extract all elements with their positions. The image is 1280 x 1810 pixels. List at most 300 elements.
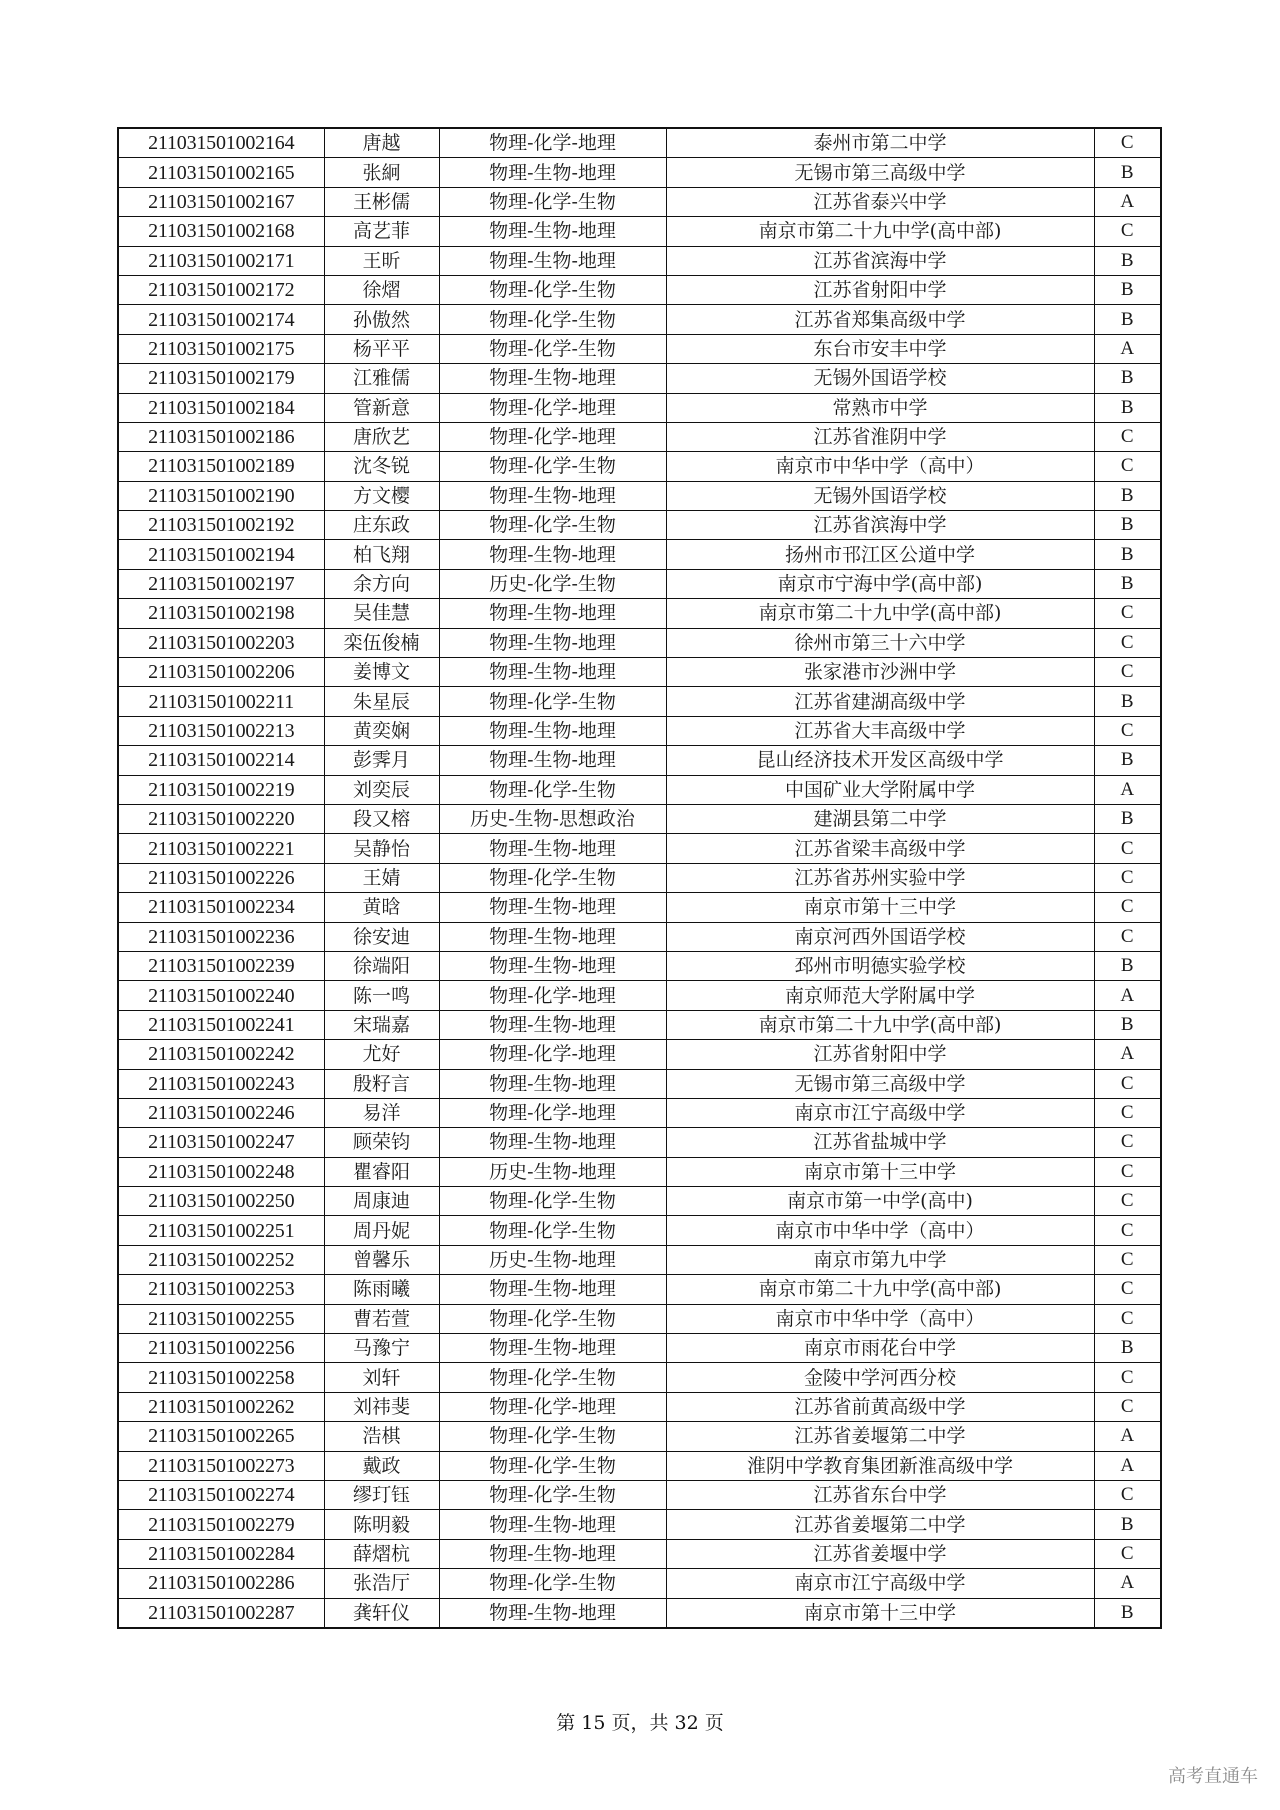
cell-grade: B [1094,246,1161,275]
cell-exam-id: 211031501002279 [118,1510,324,1539]
table-row [118,1069,1161,1098]
table-row [118,1010,1161,1039]
cell-exam-id: 211031501002252 [118,1245,324,1274]
student-roster-table [117,127,1162,1629]
cell-grade: C [1094,452,1161,481]
table-row [118,1304,1161,1333]
table-row [118,187,1161,216]
cell-grade: B [1094,481,1161,510]
cell-subjects: 物理-化学-地理 [439,393,666,422]
cell-grade: C [1094,1216,1161,1245]
cell-student-name: 马豫宁 [324,1334,439,1363]
table-row [118,1187,1161,1216]
table-row [118,951,1161,980]
cell-subjects: 物理-化学-生物 [439,452,666,481]
cell-school: 建湖县第二中学 [666,804,1094,833]
cell-school: 江苏省梁丰高级中学 [666,834,1094,863]
cell-school: 南京市第二十九中学(高中部) [666,1275,1094,1304]
cell-school: 无锡外国语学校 [666,364,1094,393]
cell-subjects: 历史-生物-地理 [439,1157,666,1186]
cell-student-name: 吴佳慧 [324,599,439,628]
cell-school: 江苏省泰兴中学 [666,187,1094,216]
cell-school: 邳州市明德实验学校 [666,951,1094,980]
cell-exam-id: 211031501002194 [118,540,324,569]
cell-exam-id: 211031501002179 [118,364,324,393]
cell-student-name: 吴静怡 [324,834,439,863]
cell-grade: C [1094,922,1161,951]
cell-student-name: 王婧 [324,863,439,892]
cell-subjects: 物理-化学-地理 [439,1392,666,1421]
cell-grade: A [1094,334,1161,363]
cell-school: 江苏省大丰高级中学 [666,716,1094,745]
cell-school: 江苏省前黄高级中学 [666,1392,1094,1421]
cell-school: 江苏省射阳中学 [666,275,1094,304]
cell-student-name: 杨平平 [324,334,439,363]
table-row [118,628,1161,657]
cell-subjects: 物理-化学-生物 [439,1480,666,1509]
cell-school: 南京河西外国语学校 [666,922,1094,951]
table-row [118,246,1161,275]
cell-student-name: 薛熠杭 [324,1539,439,1568]
cell-grade: B [1094,511,1161,540]
watermark-text: 高考直通车 [1168,1766,1258,1787]
cell-exam-id: 211031501002262 [118,1392,324,1421]
cell-school: 南京市第二十九中学(高中部) [666,1010,1094,1039]
cell-exam-id: 211031501002186 [118,422,324,451]
cell-school: 江苏省滨海中学 [666,511,1094,540]
table-row [118,364,1161,393]
cell-exam-id: 211031501002164 [118,128,324,158]
cell-grade: C [1094,1275,1161,1304]
cell-exam-id: 211031501002250 [118,1187,324,1216]
cell-grade: C [1094,1480,1161,1509]
cell-subjects: 物理-生物-地理 [439,716,666,745]
cell-school: 常熟市中学 [666,393,1094,422]
cell-grade: C [1094,628,1161,657]
cell-exam-id: 211031501002203 [118,628,324,657]
table-row [118,1245,1161,1274]
table-row [118,1422,1161,1451]
cell-subjects: 物理-生物-地理 [439,1598,666,1628]
table-row [118,569,1161,598]
cell-school: 徐州市第三十六中学 [666,628,1094,657]
cell-school: 东台市安丰中学 [666,334,1094,363]
cell-school: 南京市第一中学(高中) [666,1187,1094,1216]
cell-grade: A [1094,1569,1161,1598]
table-row [118,1157,1161,1186]
cell-subjects: 物理-化学-生物 [439,687,666,716]
cell-subjects: 物理-化学-生物 [439,1304,666,1333]
cell-grade: C [1094,599,1161,628]
cell-exam-id: 211031501002197 [118,569,324,598]
cell-student-name: 曹若萱 [324,1304,439,1333]
cell-grade: C [1094,1128,1161,1157]
cell-school: 无锡外国语学校 [666,481,1094,510]
cell-exam-id: 211031501002184 [118,393,324,422]
cell-exam-id: 211031501002174 [118,305,324,334]
table-row [118,217,1161,246]
table-row [118,658,1161,687]
cell-school: 江苏省姜堰第二中学 [666,1510,1094,1539]
table-row [118,863,1161,892]
cell-school: 无锡市第三高级中学 [666,158,1094,187]
cell-student-name: 易洋 [324,1098,439,1127]
cell-exam-id: 211031501002239 [118,951,324,980]
cell-exam-id: 211031501002248 [118,1157,324,1186]
cell-school: 江苏省苏州实验中学 [666,863,1094,892]
cell-exam-id: 211031501002286 [118,1569,324,1598]
cell-subjects: 物理-生物-地理 [439,481,666,510]
cell-student-name: 瞿睿阳 [324,1157,439,1186]
cell-subjects: 物理-化学-生物 [439,334,666,363]
cell-school: 淮阴中学教育集团新淮高级中学 [666,1451,1094,1480]
cell-exam-id: 211031501002168 [118,217,324,246]
table-row [118,1040,1161,1069]
cell-exam-id: 211031501002172 [118,275,324,304]
cell-exam-id: 211031501002253 [118,1275,324,1304]
cell-subjects: 物理-生物-地理 [439,364,666,393]
cell-subjects: 物理-化学-生物 [439,1216,666,1245]
cell-grade: C [1094,1363,1161,1392]
roster-body [118,128,1161,1628]
cell-student-name: 刘轩 [324,1363,439,1392]
cell-school: 江苏省射阳中学 [666,1040,1094,1069]
cell-student-name: 王昕 [324,246,439,275]
cell-student-name: 方文樱 [324,481,439,510]
cell-exam-id: 211031501002241 [118,1010,324,1039]
cell-student-name: 栾伍俊楠 [324,628,439,657]
cell-exam-id: 211031501002251 [118,1216,324,1245]
cell-school: 江苏省姜堰中学 [666,1539,1094,1568]
cell-school: 南京市江宁高级中学 [666,1569,1094,1598]
cell-school: 南京市第九中学 [666,1245,1094,1274]
cell-exam-id: 211031501002256 [118,1334,324,1363]
cell-grade: B [1094,393,1161,422]
table-row [118,1598,1161,1628]
cell-subjects: 历史-生物-思想政治 [439,804,666,833]
cell-subjects: 物理-化学-生物 [439,305,666,334]
cell-student-name: 龚轩仪 [324,1598,439,1628]
cell-subjects: 物理-生物-地理 [439,1334,666,1363]
cell-grade: C [1094,1392,1161,1421]
cell-student-name: 殷籽言 [324,1069,439,1098]
cell-student-name: 顾荣钧 [324,1128,439,1157]
cell-subjects: 物理-生物-地理 [439,1010,666,1039]
cell-exam-id: 211031501002167 [118,187,324,216]
cell-exam-id: 211031501002242 [118,1040,324,1069]
cell-grade: C [1094,716,1161,745]
cell-student-name: 曾馨乐 [324,1245,439,1274]
cell-school: 南京市第二十九中学(高中部) [666,599,1094,628]
table-row [118,422,1161,451]
cell-student-name: 周康迪 [324,1187,439,1216]
table-row [118,716,1161,745]
table-row [118,511,1161,540]
cell-student-name: 沈冬锐 [324,452,439,481]
cell-student-name: 尤好 [324,1040,439,1069]
cell-exam-id: 211031501002190 [118,481,324,510]
cell-exam-id: 211031501002236 [118,922,324,951]
cell-grade: B [1094,1334,1161,1363]
cell-subjects: 物理-化学-生物 [439,511,666,540]
table-row [118,1539,1161,1568]
table-row [118,158,1161,187]
table-row [118,1569,1161,1598]
cell-subjects: 物理-生物-地理 [439,628,666,657]
cell-subjects: 物理-生物-地理 [439,1539,666,1568]
cell-student-name: 王彬儒 [324,187,439,216]
cell-school: 无锡市第三高级中学 [666,1069,1094,1098]
cell-school: 江苏省淮阴中学 [666,422,1094,451]
cell-school: 中国矿业大学附属中学 [666,775,1094,804]
cell-subjects: 物理-化学-生物 [439,775,666,804]
table-row [118,1334,1161,1363]
cell-subjects: 物理-化学-生物 [439,863,666,892]
cell-exam-id: 211031501002255 [118,1304,324,1333]
cell-exam-id: 211031501002206 [118,658,324,687]
cell-subjects: 物理-化学-地理 [439,981,666,1010]
cell-student-name: 柏飞翔 [324,540,439,569]
cell-student-name: 管新意 [324,393,439,422]
cell-subjects: 物理-生物-地理 [439,217,666,246]
cell-student-name: 陈雨曦 [324,1275,439,1304]
table-row [118,746,1161,775]
cell-grade: C [1094,1187,1161,1216]
cell-student-name: 朱星辰 [324,687,439,716]
cell-exam-id: 211031501002165 [118,158,324,187]
cell-exam-id: 211031501002219 [118,775,324,804]
cell-grade: B [1094,275,1161,304]
cell-subjects: 物理-生物-地理 [439,246,666,275]
table-row [118,334,1161,363]
cell-grade: B [1094,951,1161,980]
cell-school: 江苏省滨海中学 [666,246,1094,275]
cell-grade: C [1094,1069,1161,1098]
cell-grade: C [1094,1098,1161,1127]
cell-subjects: 物理-生物-地理 [439,922,666,951]
cell-student-name: 戴政 [324,1451,439,1480]
cell-school: 南京师范大学附属中学 [666,981,1094,1010]
cell-exam-id: 211031501002211 [118,687,324,716]
table-row [118,1098,1161,1127]
table-row [118,893,1161,922]
cell-student-name: 庄东政 [324,511,439,540]
cell-school: 南京市第十三中学 [666,1157,1094,1186]
cell-subjects: 物理-化学-生物 [439,1422,666,1451]
cell-grade: B [1094,569,1161,598]
cell-exam-id: 211031501002234 [118,893,324,922]
cell-school: 南京市中华中学（高中） [666,1304,1094,1333]
cell-student-name: 刘祎斐 [324,1392,439,1421]
cell-subjects: 物理-化学-地理 [439,1098,666,1127]
cell-grade: A [1094,981,1161,1010]
cell-subjects: 物理-生物-地理 [439,658,666,687]
table-row [118,981,1161,1010]
cell-grade: B [1094,158,1161,187]
cell-school: 昆山经济技术开发区高级中学 [666,746,1094,775]
table-row [118,128,1161,158]
cell-student-name: 陈明毅 [324,1510,439,1539]
cell-grade: C [1094,128,1161,158]
cell-subjects: 物理-生物-地理 [439,951,666,980]
cell-grade: B [1094,746,1161,775]
table-row [118,775,1161,804]
cell-subjects: 物理-化学-生物 [439,1187,666,1216]
cell-exam-id: 211031501002171 [118,246,324,275]
cell-school: 南京市第十三中学 [666,893,1094,922]
cell-grade: B [1094,804,1161,833]
cell-subjects: 物理-化学-生物 [439,1363,666,1392]
table-row [118,481,1161,510]
cell-student-name: 徐端阳 [324,951,439,980]
cell-grade: B [1094,1010,1161,1039]
cell-student-name: 唐欣艺 [324,422,439,451]
cell-exam-id: 211031501002240 [118,981,324,1010]
cell-exam-id: 211031501002246 [118,1098,324,1127]
table-row [118,1510,1161,1539]
cell-student-name: 张浩厅 [324,1569,439,1598]
cell-grade: B [1094,305,1161,334]
cell-grade: C [1094,1157,1161,1186]
cell-subjects: 物理-生物-地理 [439,540,666,569]
table-row [118,804,1161,833]
cell-grade: C [1094,217,1161,246]
cell-grade: C [1094,422,1161,451]
page-indicator: 第 15 页，共 32 页 [556,1712,724,1734]
table-row [118,1128,1161,1157]
cell-school: 南京市宁海中学(高中部) [666,569,1094,598]
cell-student-name: 彭霁月 [324,746,439,775]
cell-student-name: 余方向 [324,569,439,598]
cell-school: 南京市江宁高级中学 [666,1098,1094,1127]
cell-student-name: 黄晗 [324,893,439,922]
cell-grade: B [1094,364,1161,393]
table-row [118,305,1161,334]
cell-school: 江苏省盐城中学 [666,1128,1094,1157]
cell-school: 南京市第二十九中学(高中部) [666,217,1094,246]
cell-exam-id: 211031501002258 [118,1363,324,1392]
cell-grade: C [1094,1304,1161,1333]
cell-school: 南京市第十三中学 [666,1598,1094,1628]
cell-grade: B [1094,687,1161,716]
cell-student-name: 刘奕辰 [324,775,439,804]
cell-subjects: 物理-化学-生物 [439,187,666,216]
cell-student-name: 唐越 [324,128,439,158]
cell-student-name: 孙傲然 [324,305,439,334]
cell-student-name: 高艺菲 [324,217,439,246]
cell-exam-id: 211031501002214 [118,746,324,775]
cell-grade: B [1094,540,1161,569]
cell-exam-id: 211031501002198 [118,599,324,628]
cell-subjects: 物理-化学-生物 [439,1451,666,1480]
cell-exam-id: 211031501002221 [118,834,324,863]
cell-subjects: 历史-生物-地理 [439,1245,666,1274]
table-row [118,1363,1161,1392]
cell-exam-id: 211031501002274 [118,1480,324,1509]
cell-grade: C [1094,834,1161,863]
cell-school: 扬州市邗江区公道中学 [666,540,1094,569]
cell-student-name: 徐熠 [324,275,439,304]
cell-subjects: 历史-化学-生物 [439,569,666,598]
cell-grade: A [1094,1422,1161,1451]
cell-student-name: 浩棋 [324,1422,439,1451]
cell-subjects: 物理-生物-地理 [439,746,666,775]
table-row [118,922,1161,951]
cell-grade: C [1094,658,1161,687]
cell-exam-id: 211031501002284 [118,1539,324,1568]
cell-subjects: 物理-化学-地理 [439,128,666,158]
cell-student-name: 宋瑞嘉 [324,1010,439,1039]
cell-grade: A [1094,1451,1161,1480]
cell-subjects: 物理-生物-地理 [439,893,666,922]
cell-grade: C [1094,893,1161,922]
table-row [118,1275,1161,1304]
cell-exam-id: 211031501002192 [118,511,324,540]
table-row [118,1480,1161,1509]
cell-school: 南京市中华中学（高中） [666,452,1094,481]
cell-subjects: 物理-化学-地理 [439,422,666,451]
cell-subjects: 物理-生物-地理 [439,834,666,863]
cell-subjects: 物理-生物-地理 [439,158,666,187]
cell-exam-id: 211031501002243 [118,1069,324,1098]
cell-exam-id: 211031501002226 [118,863,324,892]
table-row [118,275,1161,304]
cell-school: 江苏省姜堰第二中学 [666,1422,1094,1451]
table-row [118,1216,1161,1245]
cell-school: 江苏省建湖高级中学 [666,687,1094,716]
cell-school: 江苏省东台中学 [666,1480,1094,1509]
table-row [118,834,1161,863]
cell-student-name: 姜博文 [324,658,439,687]
cell-exam-id: 211031501002189 [118,452,324,481]
cell-student-name: 徐安迪 [324,922,439,951]
cell-school: 金陵中学河西分校 [666,1363,1094,1392]
table-row [118,1392,1161,1421]
cell-subjects: 物理-生物-地理 [439,599,666,628]
cell-grade: B [1094,1510,1161,1539]
cell-school: 南京市雨花台中学 [666,1334,1094,1363]
cell-grade: C [1094,1245,1161,1274]
table-row [118,599,1161,628]
cell-subjects: 物理-化学-地理 [439,1040,666,1069]
table-row [118,1451,1161,1480]
cell-student-name: 黄奕娴 [324,716,439,745]
cell-school: 张家港市沙洲中学 [666,658,1094,687]
cell-grade: C [1094,863,1161,892]
cell-exam-id: 211031501002287 [118,1598,324,1628]
cell-exam-id: 211031501002220 [118,804,324,833]
cell-subjects: 物理-生物-地理 [439,1510,666,1539]
cell-school: 南京市中华中学（高中） [666,1216,1094,1245]
cell-subjects: 物理-生物-地理 [439,1275,666,1304]
table-row [118,393,1161,422]
table-row [118,540,1161,569]
cell-student-name: 陈一鸣 [324,981,439,1010]
cell-subjects: 物理-生物-地理 [439,1128,666,1157]
cell-exam-id: 211031501002273 [118,1451,324,1480]
cell-grade: A [1094,1040,1161,1069]
cell-subjects: 物理-生物-地理 [439,1069,666,1098]
cell-exam-id: 211031501002265 [118,1422,324,1451]
table-row [118,687,1161,716]
cell-grade: B [1094,1598,1161,1628]
cell-school: 江苏省郑集高级中学 [666,305,1094,334]
cell-exam-id: 211031501002213 [118,716,324,745]
cell-exam-id: 211031501002175 [118,334,324,363]
cell-grade: A [1094,775,1161,804]
cell-student-name: 段又榕 [324,804,439,833]
cell-grade: C [1094,1539,1161,1568]
